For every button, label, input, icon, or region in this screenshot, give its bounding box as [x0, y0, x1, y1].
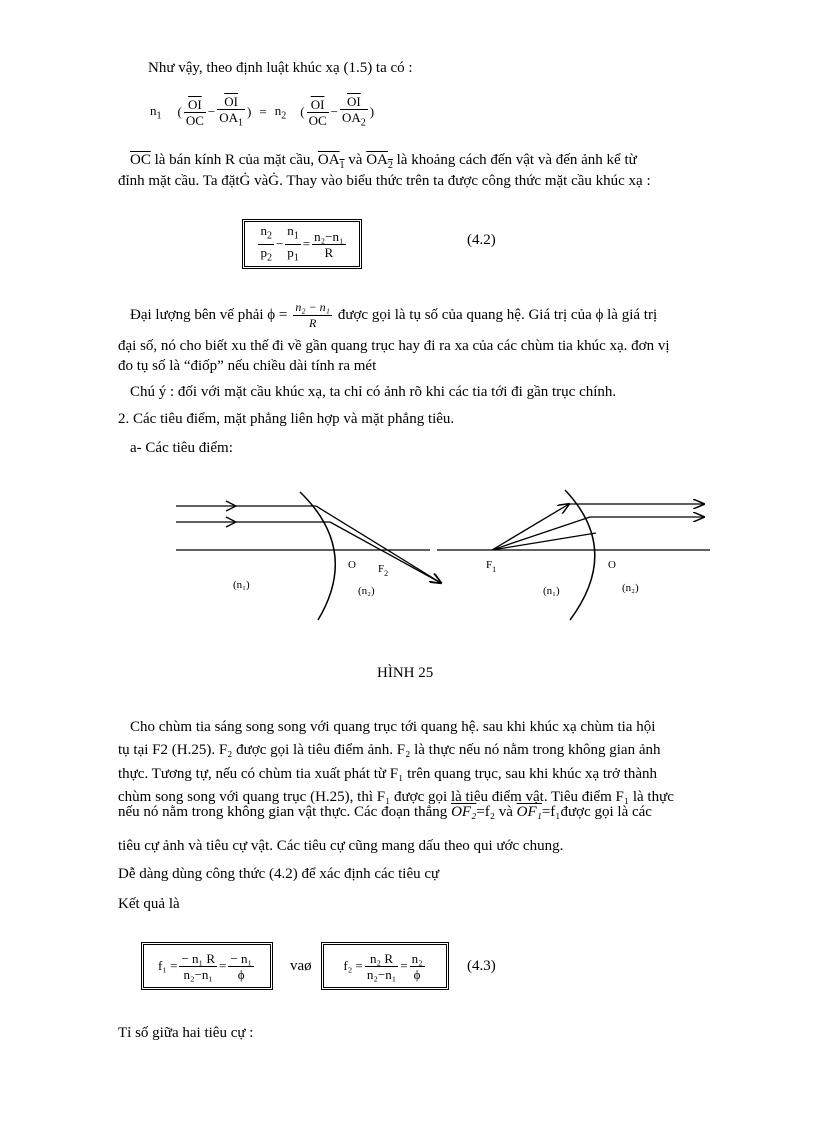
formula-f1-box	[141, 942, 273, 990]
frac-f2-b: $\frac{\text{n₂}}{\phi}$	[411, 950, 423, 982]
refraction-equation	[150, 92, 374, 132]
frac-oi-oa1: $\frac{\overline{OI}}{OA_1}$	[219, 93, 244, 129]
frac-n2-p2: $\frac{n_2}{p_2}$	[260, 222, 272, 264]
oa2-symbol: $OA_2$	[366, 152, 393, 171]
frac-oi-oc: $\frac{\overline{OI}}{OC}$	[185, 96, 204, 128]
frac-f2-a: $\frac{\text{n₂ R}}{\text{n₂−n₁}}$	[366, 950, 397, 982]
left-diagram	[176, 492, 441, 620]
label-o-left: O	[348, 559, 356, 571]
ray-from-f1-2	[492, 517, 590, 550]
note-line: Chú ý : đối với mặt cầu khúc xạ, ta chỉ có ảnh rõ khi các tia tới đi gần trục chính.	[130, 384, 617, 400]
text: =	[400, 958, 408, 973]
result-line: Kết quả là	[118, 896, 180, 912]
ray-from-f1-3	[492, 533, 596, 550]
label-o-right: O	[608, 559, 616, 571]
formula-4-2-box: $\frac{n_2}{p_2}$ − $\frac{n_1}{p_1}$ = $\frac{\text{n₂−n₁}}{R}$	[242, 219, 362, 269]
equals-sign: =	[259, 104, 267, 119]
label-n1-right: (n₁)	[543, 585, 560, 597]
text: là bán kính R của mặt cầu,	[150, 152, 318, 168]
minus-sign: −	[207, 104, 216, 119]
power-fraction: $\frac{\text{n₂ − n₁}}{R}$	[295, 300, 330, 330]
text: =f₁được gọi là các	[541, 804, 652, 820]
focus-paragraph-line5	[118, 804, 652, 821]
oa1-symbol: $OA_1$	[317, 152, 345, 171]
frac-n2-n1-r: $\frac{\text{n₂−n₁}}{R}$	[314, 228, 344, 260]
power-paragraph-line3: đo tụ số là “điốp” nếu chiều dài tính ra mét	[118, 358, 377, 374]
equation-label-4-3: (4.3)	[467, 958, 496, 974]
label-n1-left: (n₁)	[233, 579, 250, 591]
of2-symbol: OF₂	[451, 804, 477, 820]
ratio-line: Tỉ số giữa hai tiêu cự :	[118, 1025, 254, 1041]
n1-symbol: $n_1$	[150, 102, 162, 122]
focus-paragraph-line1: Cho chùm tia sáng song song với quang trục tới quang hệ. sau khi khúc xạ chùm tia hội	[130, 719, 656, 735]
paren-close: )	[247, 104, 252, 119]
n2-symbol: $n_2$	[274, 102, 287, 122]
subsection-heading-a: a- Các tiêu điểm:	[130, 440, 233, 456]
formula-f2-box	[321, 942, 449, 990]
minus-sign-2: −	[330, 104, 338, 119]
frac-n1-p1: $\frac{n_1}{p_1}$	[287, 222, 299, 264]
text: được gọi là tụ số của quang hệ. Giá trị của ϕ là giá trị	[337, 307, 658, 323]
text: nếu nó nằm trong không gian vật thực. Các đoạn thẳng	[118, 804, 452, 820]
text: f₁ =	[158, 958, 178, 973]
label-n2-left: (n₂)	[358, 585, 375, 597]
right-diagram	[437, 490, 710, 620]
intro-line: Như vậy, theo định luật khúc xạ (1.5) ta có :	[148, 60, 413, 76]
text: =f₂ và	[476, 804, 517, 820]
focus-paragraph-line4: chùm song song với quang trục (H.25), thì F₁ được gọi là tiêu điểm vật. Tiêu điểm F₁ là thực	[118, 789, 674, 805]
text: =	[219, 958, 227, 973]
frac-oi-oc-2: $\frac{\overline{OI}}{OC}$	[308, 96, 327, 128]
text: Đại lượng bên vế phải ϕ =	[130, 307, 288, 323]
power-paragraph-line1	[130, 300, 657, 331]
equation-label-4-2: (4.2)	[467, 232, 496, 248]
section-heading-2: 2. Các tiêu điểm, mặt phẳng liên hợp và mặt phẳng tiêu.	[118, 411, 455, 427]
text: và	[344, 152, 367, 168]
figure-25	[0, 470, 816, 660]
focus-paragraph-line3: thực. Tương tự, nếu có chùm tia xuất phát từ F₁ trên quang trục, sau khi khúc xạ trở thành	[118, 766, 658, 782]
instruction-line: Dễ dàng dùng công thức (4.2) để xác định các tiêu cự	[118, 866, 440, 882]
focus-paragraph-line6: tiêu cự ảnh và tiêu cự vật. Các tiêu cự cũng mang dấu theo qui ước chung.	[118, 838, 564, 854]
of1-symbol: OF₁	[516, 804, 542, 820]
label-f2: $F_2$	[378, 563, 389, 578]
paren-open-2: (	[300, 104, 305, 119]
focus-paragraph-line2: tụ tại F2 (H.25). F₂ được gọi là tiêu điểm ảnh. F₂ là thực nếu nó nằm trong không gian ảnh	[118, 742, 661, 758]
label-f1: $F_1$	[486, 559, 497, 574]
frac-f1-a: $\frac{\text{− n₁ R}}{\text{n₂−n₁}}$	[181, 950, 216, 982]
spherical-surface-right	[565, 490, 595, 620]
radius-paragraph-line2: đỉnh mặt cầu. Ta đặtĠ vàĠ. Thay vào biểu thức trên ta được công thức mặt cầu khúc xạ :	[118, 173, 651, 189]
paren-close-2: )	[369, 104, 375, 119]
oc-symbol: $\overline{OC}$	[130, 152, 151, 168]
figure-caption: HÌNH 25	[377, 665, 434, 681]
power-paragraph-line2: đại số, nó cho biết xu thế đi về gần quang trục hay đi ra xa của các chùm tia khúc xạ. đơn vị	[118, 338, 670, 354]
frac-f1-b: $\frac{\text{− n₁}}{\phi}$	[230, 950, 252, 982]
text: f₂ =	[343, 958, 363, 973]
spherical-surface-left	[300, 492, 335, 620]
paren-open: (	[177, 104, 182, 119]
text: là khoảng cách đến vật và đến ảnh kể từ	[392, 152, 637, 168]
frac-oi-oa2: $\frac{\overline{OI}}{OA_2}$	[341, 93, 366, 129]
conjunction-text: vaø	[290, 958, 312, 974]
label-n2-right: (n₂)	[622, 582, 639, 594]
